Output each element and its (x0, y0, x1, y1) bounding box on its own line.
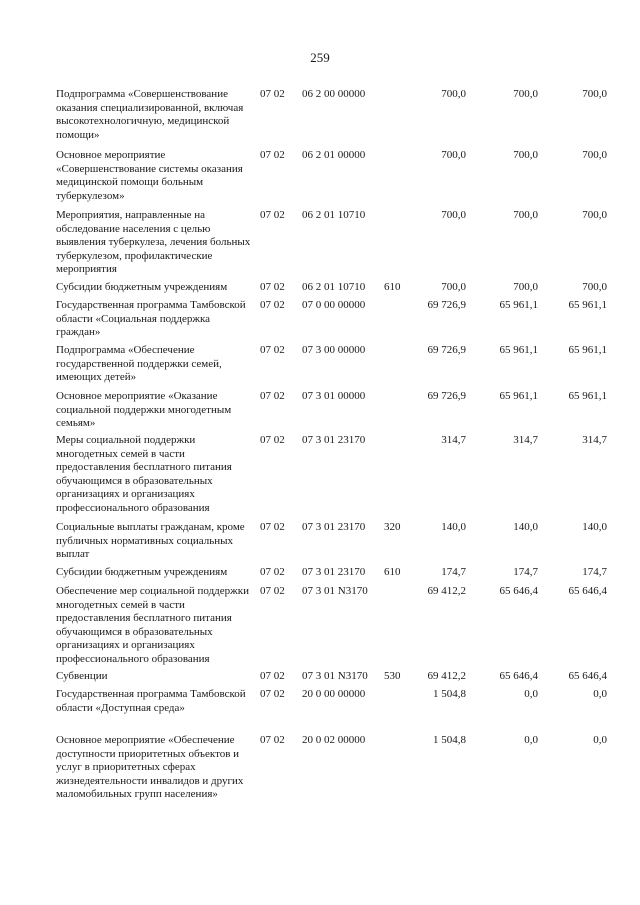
row-amount-2: 700,0 (513, 149, 538, 161)
row-amount-3: 0,0 (593, 734, 607, 746)
row-target-article: 07 3 00 00000 (302, 344, 366, 356)
row-name: Основное мероприятие «Обеспечение доступности приоритетных объектов и услуг в приоритетных сферах жизнедеятельности инвалидов и других маломобильных групп населения» (56, 734, 244, 801)
row-section-code: 07 02 (260, 149, 285, 161)
row-amount-1: 1 504,8 (433, 734, 466, 746)
row-section-code: 07 02 (260, 209, 285, 221)
row-section-code: 07 02 (260, 585, 285, 597)
row-amount-3: 140,0 (582, 521, 607, 533)
row-amount-3: 65 961,1 (568, 299, 607, 311)
row-amount-3: 65 646,4 (568, 585, 607, 597)
row-amount-1: 69 726,9 (427, 390, 466, 402)
row-amount-1: 69 412,2 (427, 585, 466, 597)
row-target-article: 20 0 00 00000 (302, 688, 366, 700)
row-amount-3: 174,7 (582, 566, 607, 578)
row-amount-2: 174,7 (513, 566, 538, 578)
row-section-code: 07 02 (260, 299, 285, 311)
row-target-article: 07 3 01 23170 (302, 521, 366, 533)
row-section-code: 07 02 (260, 521, 285, 533)
row-expense-type: 530 (384, 670, 401, 682)
row-name: Социальные выплаты гражданам, кроме публичных нормативных социальных выплат (56, 521, 245, 561)
row-target-article: 20 0 02 00000 (302, 734, 366, 746)
row-target-article: 06 2 01 00000 (302, 149, 366, 161)
row-expense-type: 320 (384, 521, 401, 533)
row-target-article: 07 3 01 23170 (302, 566, 366, 578)
page-number: 259 (310, 50, 330, 65)
row-amount-3: 0,0 (593, 688, 607, 700)
row-amount-2: 0,0 (524, 734, 538, 746)
row-name: Субвенции (56, 670, 108, 682)
row-section-code: 07 02 (260, 281, 285, 293)
row-section-code: 07 02 (260, 688, 285, 700)
row-amount-2: 0,0 (524, 688, 538, 700)
row-section-code: 07 02 (260, 434, 285, 446)
row-amount-1: 700,0 (441, 209, 466, 221)
row-amount-2: 700,0 (513, 281, 538, 293)
row-amount-3: 65 646,4 (568, 670, 607, 682)
row-amount-2: 65 961,1 (499, 344, 538, 356)
row-amount-3: 314,7 (582, 434, 607, 446)
row-amount-1: 1 504,8 (433, 688, 466, 700)
row-name: Основное мероприятие «Оказание социальной поддержки многодетным семьям» (56, 390, 232, 430)
row-name: Обеспечение мер социальной поддержки многодетных семей в части предоставления бесплатного питания обучающимся в образовательных организациях и организациях профессионального образования (56, 585, 249, 665)
row-section-code: 07 02 (260, 88, 285, 100)
row-target-article: 07 0 00 00000 (302, 299, 366, 311)
row-target-article: 07 3 01 23170 (302, 434, 366, 446)
row-amount-2: 65 646,4 (499, 585, 538, 597)
row-amount-1: 314,7 (441, 434, 466, 446)
row-target-article: 06 2 01 10710 (302, 209, 366, 221)
row-section-code: 07 02 (260, 566, 285, 578)
row-section-code: 07 02 (260, 734, 285, 746)
row-amount-1: 69 726,9 (427, 344, 466, 356)
row-amount-3: 65 961,1 (568, 344, 607, 356)
row-name: Подпрограмма «Обеспечение государственной поддержки семей, имеющих детей» (56, 344, 222, 384)
row-amount-1: 700,0 (441, 281, 466, 293)
row-amount-3: 700,0 (582, 281, 607, 293)
row-amount-2: 314,7 (513, 434, 538, 446)
row-name: Меры социальной поддержки многодетных семей в части предоставления бесплатного питания обучающимся в образовательных организациях и организациях профессионального образования (56, 434, 232, 514)
row-name: Субсидии бюджетным учреждениям (56, 281, 228, 293)
row-amount-1: 700,0 (441, 149, 466, 161)
row-name: Субсидии бюджетным учреждениям (56, 566, 228, 578)
row-amount-3: 700,0 (582, 88, 607, 100)
row-amount-3: 700,0 (582, 149, 607, 161)
row-amount-1: 700,0 (441, 88, 466, 100)
row-amount-2: 65 961,1 (499, 299, 538, 311)
row-amount-1: 69 726,9 (427, 299, 466, 311)
row-name: Основное мероприятие «Совершенствование системы оказания медицинской помощи больным туберкулезом» (56, 149, 243, 202)
row-target-article: 06 2 00 00000 (302, 88, 366, 100)
row-name: Мероприятия, направленные на обследование населения с целью выявления туберкулеза, лечения больных туберкулезом, профилактические мероприятия (56, 209, 251, 276)
row-amount-1: 69 412,2 (427, 670, 466, 682)
row-expense-type: 610 (384, 281, 401, 293)
row-amount-2: 65 961,1 (499, 390, 538, 402)
row-section-code: 07 02 (260, 390, 285, 402)
row-amount-2: 140,0 (513, 521, 538, 533)
row-name: Подпрограмма «Совершенствование оказания специализированной, включая высокотехнологичную, медицинской помощи» (56, 88, 244, 141)
row-amount-3: 65 961,1 (568, 390, 607, 402)
row-expense-type: 610 (384, 566, 401, 578)
row-amount-1: 174,7 (441, 566, 466, 578)
row-amount-2: 65 646,4 (499, 670, 538, 682)
row-amount-2: 700,0 (513, 88, 538, 100)
row-target-article: 07 3 01 00000 (302, 390, 366, 402)
row-target-article: 07 3 01 N3170 (302, 670, 368, 682)
row-section-code: 07 02 (260, 670, 285, 682)
row-target-article: 07 3 01 N3170 (302, 585, 368, 597)
row-target-article: 06 2 01 10710 (302, 281, 366, 293)
row-amount-2: 700,0 (513, 209, 538, 221)
row-amount-3: 700,0 (582, 209, 607, 221)
row-name: Государственная программа Тамбовской области «Социальная поддержка граждан» (56, 299, 246, 339)
row-section-code: 07 02 (260, 344, 285, 356)
row-amount-1: 140,0 (441, 521, 466, 533)
row-name: Государственная программа Тамбовской области «Доступная среда» (56, 688, 246, 714)
